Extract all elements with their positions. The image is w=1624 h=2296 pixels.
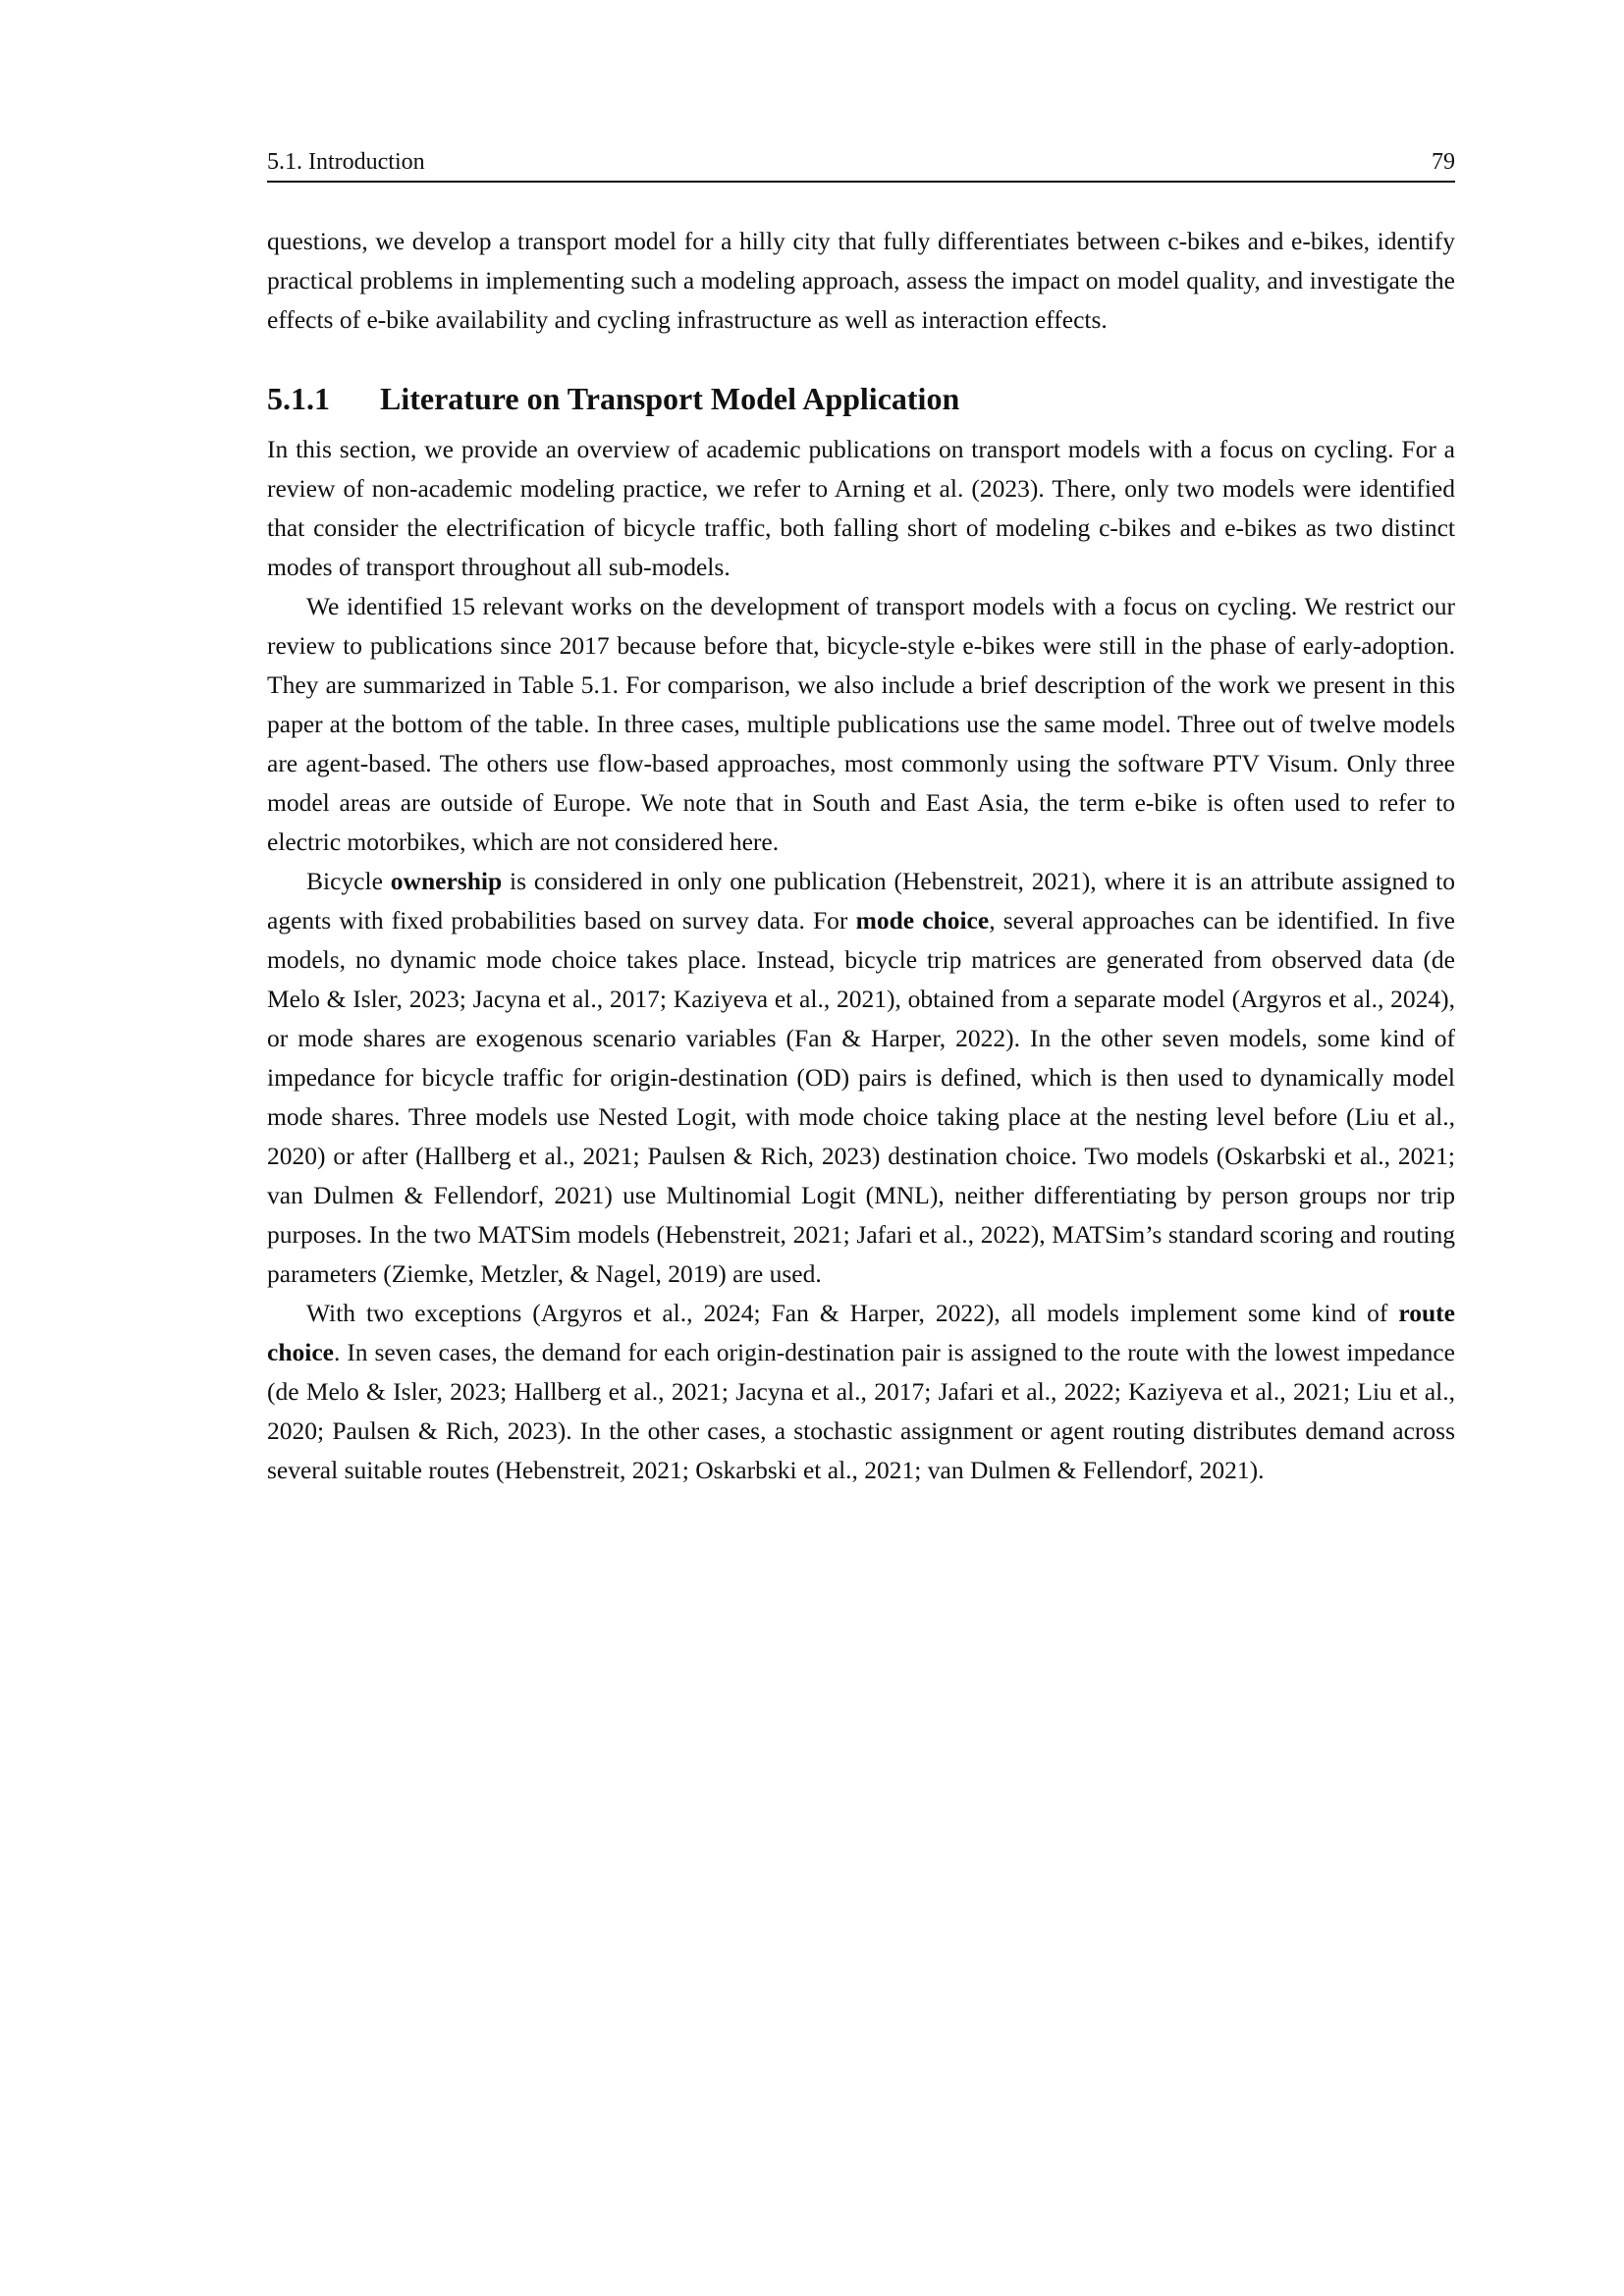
keyword-route-choice: route choice	[267, 1299, 1455, 1366]
keyword-mode-choice: mode choice	[855, 906, 990, 934]
paragraph-3	[267, 862, 1455, 1294]
page-number: 79	[1432, 149, 1455, 175]
paragraph-4-text-b: . In seven cases, the demand for each origin-destination pair is assigned to the route with the lowest impedance (de Melo & Isler, 2023; Hallberg et al., 2021; Jacyna et al., 2017; Jafari et al., 2022; Kaziyeva et al., 2021; Liu et al., 2020; Paulsen & Rich, 2023). In the other cases, a stochastic assignment or agent routing distributes demand across several suitable routes (Hebenstreit, 2021; Oskarbski et al., 2021; van Dulmen & Fellendorf, 2021).	[267, 1338, 1455, 1484]
page	[267, 147, 1455, 1490]
section-title: Literature on Transport Model Application	[380, 381, 960, 416]
running-header	[267, 147, 1455, 183]
paragraph-3-text-b: is considered in only one publication (Hebenstreit, 2021), where it is an attribute assigned to agents with fixed probabilities based on survey data. For	[267, 867, 1456, 934]
body-text	[267, 222, 1455, 1490]
paragraph-2: We identified 15 relevant works on the development of transport models with a focus on cycling. We restrict our review to publications since 2017 because before that, bicycle-style e-bikes were still in the phase of early-adoption. They are summarized in Table 5.1. For comparison, we also include a brief description of the work we present in this paper at the bottom of the table. In three cases, multiple publications use the same model. Three out of twelve models are agent-based. The others use flow-based approaches, most commonly using the software PTV Visum. Only three model areas are outside of Europe. We note that in South and East Asia, the term e-bike is often used to refer to electric motorbikes, which are not considered here.	[267, 592, 1455, 856]
section-number: 5.1.1	[267, 381, 330, 416]
paragraph-3-text-c: , several approaches can be identified. In five models, no dynamic mode choice takes place. Instead, bicycle trip matrices are generated from observed data (de Melo & Isler, 2023; Jacyna et al., 2017; Kaziyeva et al., 2021), obtained from a separate model (Argyros et al., 2024), or mode shares are exogenous scenario variables (Fan & Harper, 2022). In the other seven models, some kind of impedance for bicycle traffic for origin-destination (OD) pairs is defined, which is then used to dynamically model mode shares. Three models use Nested Logit, with mode choice taking place at the nesting level before (Liu et al., 2020) or after (Hallberg et al., 2021; Paulsen & Rich, 2023) destination choice. Two models (Oskarbski et al., 2021; van Dulmen & Fellendorf, 2021) use Multinomial Logit (MNL), neither differentiating by person groups nor trip purposes. In the two MATSim models (Hebenstreit, 2021; Jafari et al., 2022), MATSim’s standard scoring and routing parameters (Ziemke, Metzler, & Nagel, 2019) are used.	[267, 906, 1455, 1288]
paragraph-3-text-a: Bicycle	[306, 867, 391, 895]
paragraph-4	[267, 1294, 1455, 1490]
section-heading	[267, 379, 1455, 418]
intro-paragraph: questions, we develop a transport model for a hilly city that fully differentiates between c-bikes and e-bikes, identify practical problems in implementing such a modeling approach, assess the impact on model quality, and investigate the effects of e-bike availability and cycling infrastructure as well as interaction effects.	[267, 227, 1455, 334]
header-section-title: 5.1. Introduction	[267, 149, 425, 175]
paragraph-4-text-a: With two exceptions (Argyros et al., 2024; Fan & Harper, 2022), all models implement some kind of	[306, 1299, 1399, 1327]
keyword-ownership: ownership	[390, 867, 503, 895]
paragraph-1: In this section, we provide an overview of academic publications on transport models with a focus on cycling. For a review of non-academic modeling practice, we refer to Arning et al. (2023). There, only two models were identified that consider the electrification of bicycle traffic, both falling short of modeling c-bikes and e-bikes as two distinct modes of transport throughout all sub-models.	[267, 435, 1455, 581]
